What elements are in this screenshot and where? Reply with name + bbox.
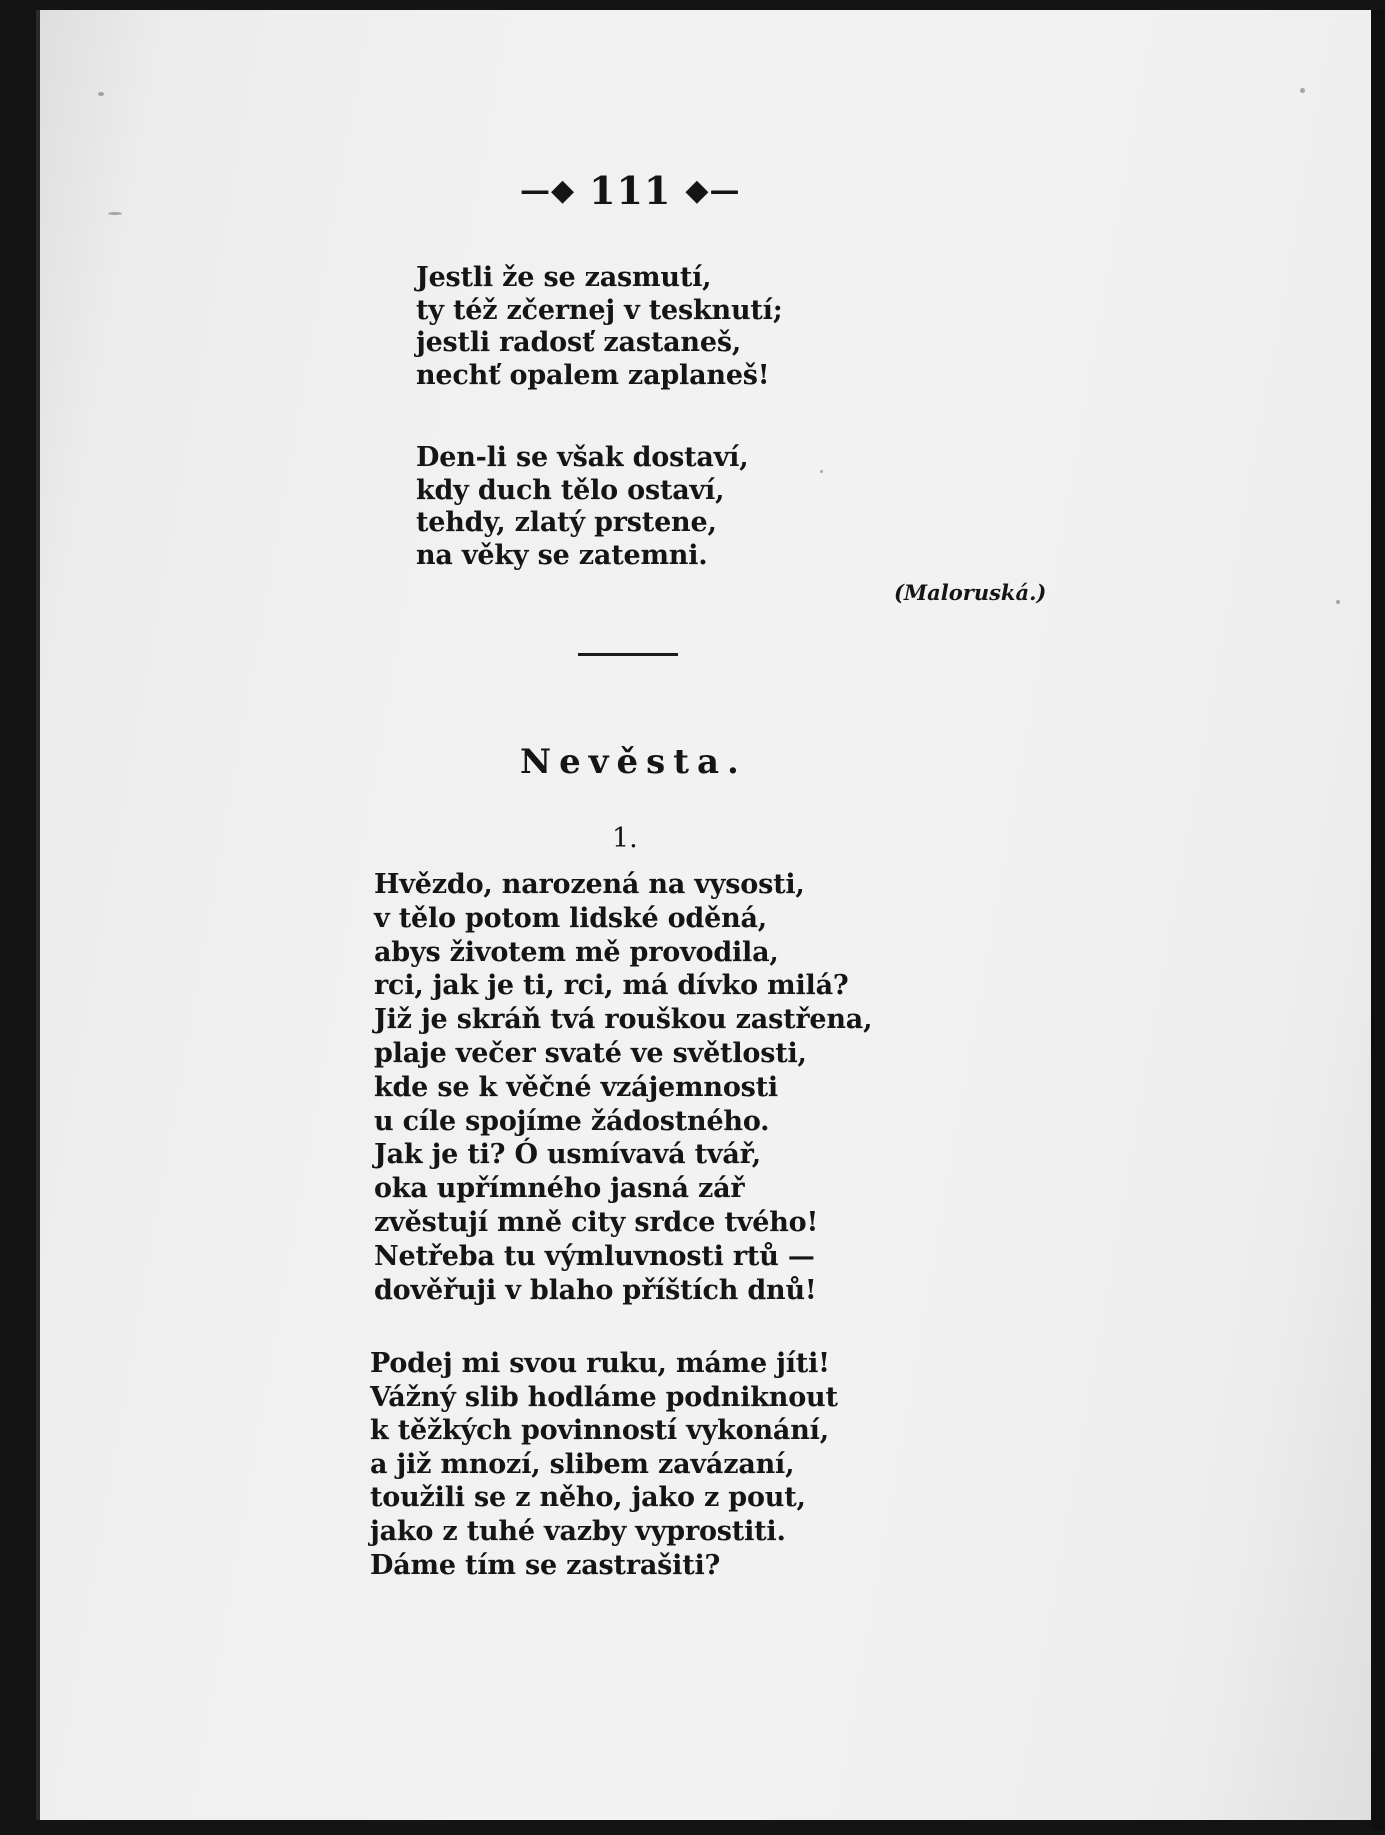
verse-line: nechť opalem zaplaneš!	[416, 359, 770, 391]
verse-line: plaje večer svaté ve světlosti,	[374, 1037, 807, 1069]
verse-line: Vážný slib hodláme podniknout	[370, 1381, 838, 1413]
stanza-3	[374, 868, 872, 1307]
verse-line: u cíle spojíme žádostného.	[374, 1105, 770, 1137]
verse-line: Jak je ti? Ó usmívavá tvář,	[374, 1139, 761, 1171]
page-number	[520, 168, 750, 213]
left-ornament-icon: —◆	[520, 173, 576, 208]
stanza-4	[370, 1347, 838, 1582]
paper-speck	[820, 470, 823, 473]
paper-speck	[1300, 88, 1305, 93]
verse-line: Podej mi svou ruku, máme jíti!	[370, 1348, 830, 1379]
page-left-edge	[36, 10, 40, 1820]
paper-speck	[98, 92, 104, 96]
paper-speck	[1336, 600, 1340, 604]
section-number: 1.	[612, 823, 638, 854]
stanza-1	[416, 262, 783, 392]
verse-line: Netřeba tu výmluvnosti rtů —	[374, 1240, 815, 1272]
verse-line: oka upřímného jasná zář	[374, 1173, 745, 1205]
stanza-2	[416, 442, 748, 572]
poem-title: Nevěsta.	[520, 742, 747, 782]
verse-line: toužili se z něho, jako z pout,	[370, 1482, 806, 1514]
verse-line: abys životem mě provodila,	[374, 936, 779, 968]
verse-line: v tělo potom lidské oděná,	[374, 902, 768, 934]
verse-line: Jestli že se zasmutí,	[416, 262, 712, 293]
right-ornament-icon: ◆—	[685, 173, 741, 208]
verse-line: Již je skráň tvá rouškou zastřena,	[374, 1004, 873, 1036]
verse-line: kde se k věčné vzájemnosti	[374, 1071, 778, 1103]
page-right-edge	[1371, 10, 1385, 1830]
verse-line: jestli radosť zastaneš,	[416, 327, 742, 358]
verse-line: Den-li se však dostaví,	[416, 442, 749, 473]
page-number-value: 111	[589, 168, 672, 213]
verse-line: ty též zčernej v tesknutí;	[416, 294, 783, 326]
paper-speck	[108, 212, 122, 215]
verse-line: dověřuji v blaho příštích dnů!	[374, 1274, 817, 1306]
verse-line: jako z tuhé vazby vyprostiti.	[370, 1515, 786, 1547]
verse-line: kdy duch tělo ostaví,	[416, 474, 725, 506]
section-divider	[578, 653, 678, 656]
verse-line: na věky se zatemni.	[416, 539, 708, 571]
source-note: (Maloruská.)	[894, 580, 1047, 605]
verse-line: a již mnozí, slibem zavázaní,	[370, 1448, 795, 1480]
verse-line: tehdy, zlatý prstene,	[416, 507, 717, 538]
verse-line: rci, jak je ti, rci, má dívko milá?	[374, 970, 849, 1002]
verse-line: Hvězdo, narozená na vysosti,	[374, 869, 805, 900]
verse-line: zvěstují mně city srdce tvého!	[374, 1206, 819, 1238]
verse-line: Dáme tím se zastrašiti?	[370, 1549, 721, 1581]
verse-line: k těžkých povinností vykonání,	[370, 1415, 829, 1447]
